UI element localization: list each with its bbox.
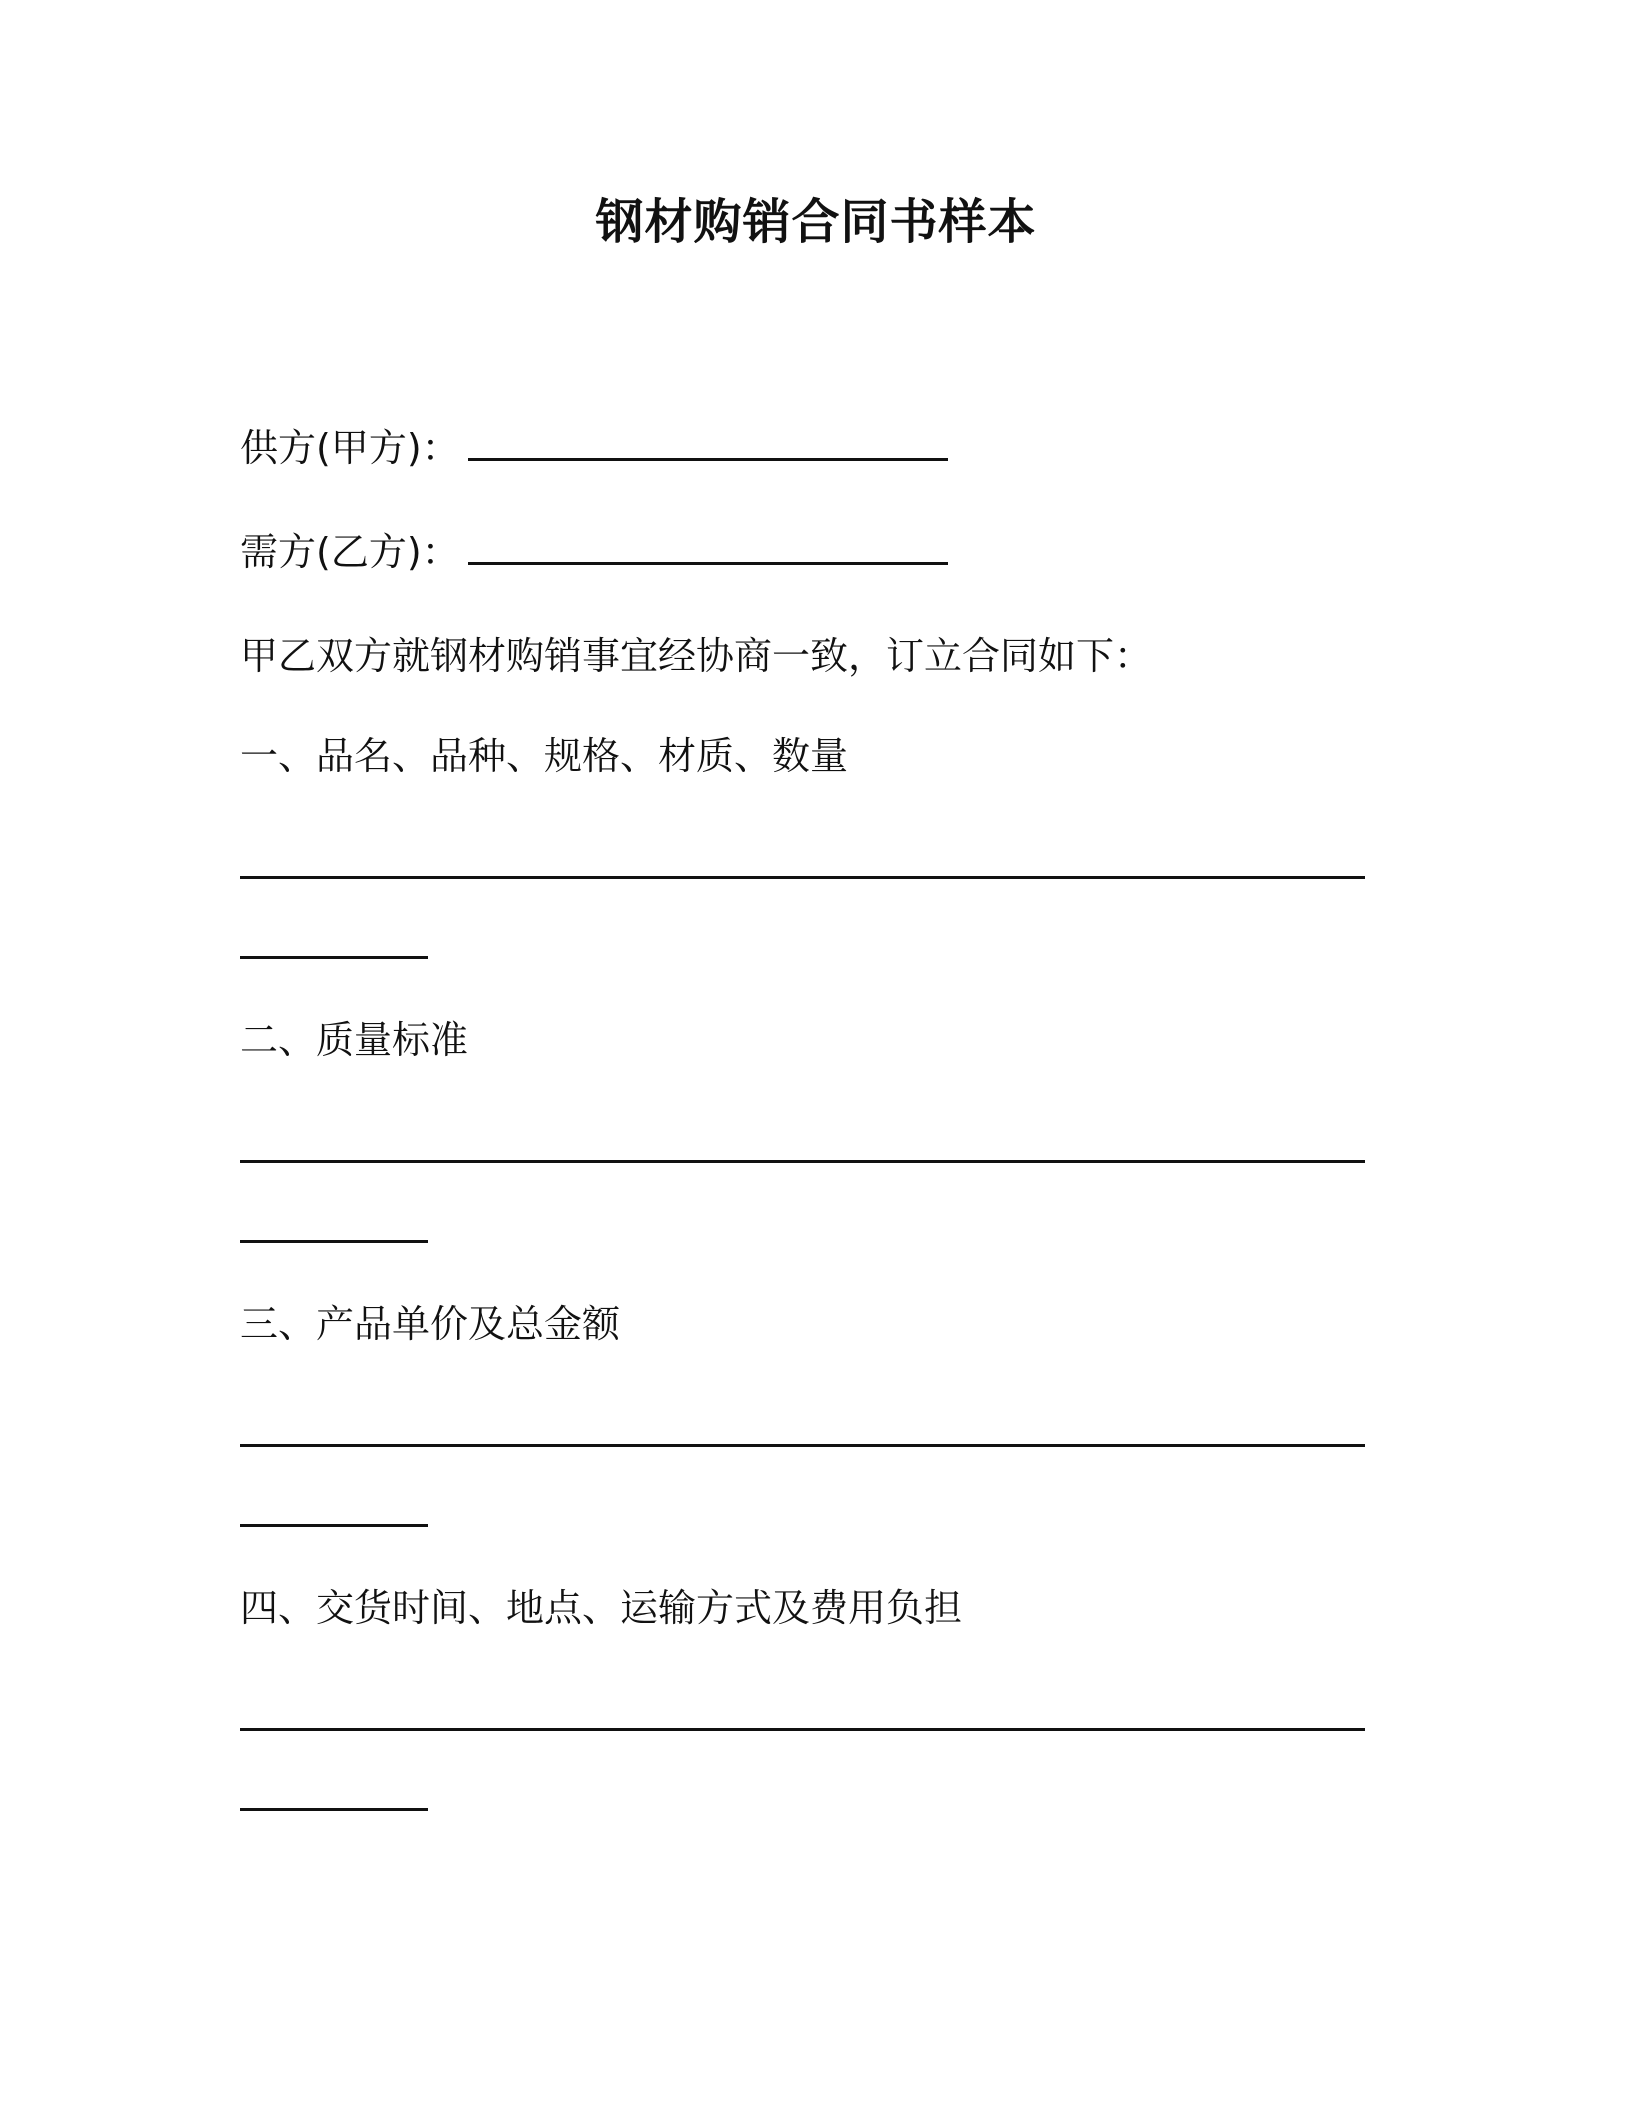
supplier-line: [240, 424, 948, 472]
section-3-blank-line[interactable]: [240, 1444, 1365, 1447]
section-2-blank-line-short[interactable]: [240, 1240, 428, 1243]
section-1-blank-line[interactable]: [240, 876, 1365, 879]
document-title: 钢材购销合同书样本: [595, 194, 1037, 250]
buyer-blank[interactable]: [468, 532, 948, 565]
buyer-line: [240, 528, 948, 576]
section-heading-1: 一、品名、品种、规格、材质、数量: [240, 734, 849, 778]
section-4-blank-line-short[interactable]: [240, 1808, 428, 1811]
intro-paragraph: 甲乙双方就钢材购销事宜经协商一致，订立合同如下：: [240, 634, 1153, 678]
supplier-label: 供方(甲方)：: [240, 426, 460, 470]
section-heading-2: 二、质量标准: [240, 1018, 469, 1062]
section-heading-4: 四、交货时间、地点、运输方式及费用负担: [240, 1586, 963, 1630]
buyer-label: 需方(乙方)：: [240, 530, 460, 574]
section-1-blank-line-short[interactable]: [240, 956, 428, 959]
section-4-blank-line[interactable]: [240, 1728, 1365, 1731]
section-heading-3: 三、产品单价及总金额: [240, 1302, 621, 1346]
section-3-blank-line-short[interactable]: [240, 1524, 428, 1527]
section-2-blank-line[interactable]: [240, 1160, 1365, 1163]
supplier-blank[interactable]: [468, 428, 948, 461]
